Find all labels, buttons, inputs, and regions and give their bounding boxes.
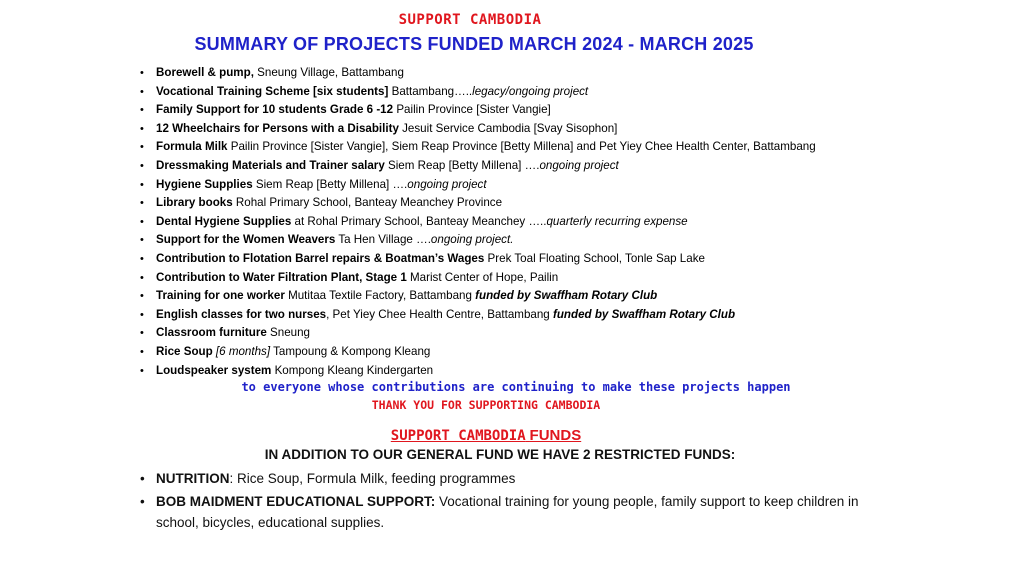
list-item: • Dressmaking Materials and Trainer salary Siem Reap [Betty Millena] ….ongoing project: [138, 157, 816, 176]
list-item: • Formula Milk Pailin Province [Sister Vangie], Siem Reap Province [Betty Millena] and Pet Yiey Chee Health Center, Battambang: [138, 138, 816, 157]
thank-you-banner: THANK YOU FOR SUPPORTING CAMBODIA: [371, 398, 601, 412]
bullet-icon: •: [140, 308, 144, 321]
bullet-icon: •: [140, 67, 144, 79]
list-item: • Vocational Training Scheme [six students] Battambang…..legacy/ongoing project: [138, 83, 816, 102]
list-item: • Loudspeaker system Kompong Kleang Kindergarten: [138, 362, 816, 381]
projects-list: [138, 64, 816, 380]
page-title: SUMMARY OF PROJECTS FUNDED MARCH 2024 - MARCH 2025: [194, 34, 754, 54]
funds-heading-word: FUNDS: [529, 427, 582, 444]
bullet-icon: •: [140, 494, 145, 509]
bullet-icon: •: [140, 364, 144, 377]
bullet-icon: •: [140, 104, 144, 117]
bullet-icon: •: [140, 178, 144, 191]
list-item: • Library books Rohal Primary School, Banteay Meanchey Province: [138, 194, 816, 213]
funds-heading: [0, 427, 972, 444]
list-item: • BOB MAIDMENT EDUCATIONAL SUPPORT: Vocational training for young people, family support to keep children in school, bicycles, educational supplies.: [138, 491, 898, 533]
bullet-icon: •: [140, 271, 144, 284]
bullet-icon: •: [140, 290, 144, 303]
list-item: • Contribution to Water Filtration Plant, Stage 1 Marist Center of Hope, Pailin: [138, 269, 816, 288]
funds-heading-brand: SUPPORT CAMBODIA: [390, 428, 526, 444]
list-item: • Rice Soup [6 months] Tampoung & Kompong Kleang: [138, 343, 816, 362]
brand-banner: SUPPORT CAMBODIA: [398, 12, 542, 28]
bullet-icon: •: [140, 122, 144, 135]
list-item: • Family Support for 10 students Grade 6 -12 Pailin Province [Sister Vangie]: [138, 101, 816, 120]
bullet-icon: •: [140, 327, 144, 340]
list-item: • Classroom furniture Sneung: [138, 324, 816, 343]
funds-subheading: IN ADDITION TO OUR GENERAL FUND WE HAVE 2 RESTRICTED FUNDS:: [264, 447, 736, 462]
bullet-icon: •: [140, 234, 144, 247]
bullet-icon: •: [140, 197, 144, 210]
list-item: • Support for the Women Weavers Ta Hen Village ….ongoing project.: [138, 231, 816, 250]
list-item: • Borewell & pump, Sneung Village, Battambang: [138, 64, 816, 83]
list-item: • Training for one worker Mutitaa Textile Factory, Battambang funded by Swaffham Rotary Club: [138, 287, 816, 306]
bullet-icon: •: [140, 345, 144, 358]
list-item: • NUTRITION: Rice Soup, Formula Milk, feeding programmes: [138, 468, 898, 489]
list-item: • English classes for two nurses, Pet Yiey Chee Health Centre, Battambang funded by Swaffham Rotary Club: [138, 306, 816, 325]
bullet-icon: •: [140, 85, 144, 98]
list-item: • 12 Wheelchairs for Persons with a Disability Jesuit Service Cambodia [Svay Sisophon]: [138, 120, 816, 139]
bullet-icon: •: [140, 215, 144, 228]
bullet-icon: •: [140, 471, 145, 486]
bullet-icon: •: [140, 141, 144, 154]
list-item: • Contribution to Flotation Barrel repairs & Boatman’s Wages Prek Toal Floating School, Tonle Sap Lake: [138, 250, 816, 269]
list-item: • Dental Hygiene Supplies at Rohal Primary School, Banteay Meanchey …..quarterly recurring expense: [138, 213, 816, 232]
funds-list: [138, 468, 898, 535]
bullet-icon: •: [140, 252, 144, 265]
thanks-message: to everyone whose contributions are continuing to make these projects happen: [241, 380, 791, 394]
bullet-icon: •: [140, 159, 144, 172]
list-item: • Hygiene Supplies Siem Reap [Betty Millena] ….ongoing project: [138, 176, 816, 195]
